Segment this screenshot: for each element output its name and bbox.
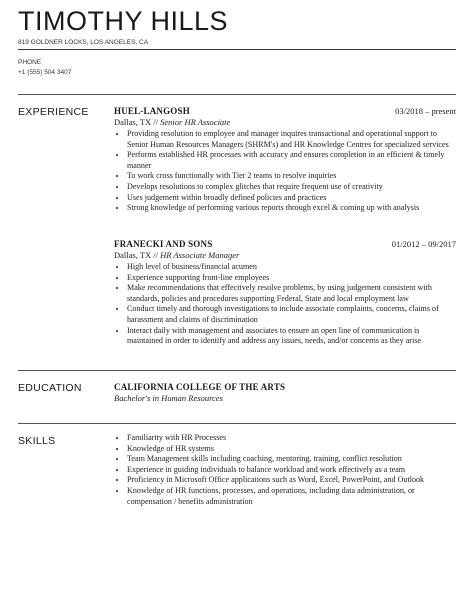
education-entry: [114, 382, 456, 403]
job-entry: [114, 239, 456, 347]
skills-entry: [114, 433, 456, 507]
section-divider-education: [18, 370, 456, 371]
list-item: • Uses judgement within broadly defined policies and practices: [127, 193, 456, 204]
candidate-name: TIMOTHY HILLS: [18, 6, 229, 36]
job-location: Dallas, TX //: [114, 250, 158, 260]
job-entry: [114, 106, 456, 214]
list-item: • To work cross functionally with Tier 2 teams to resolve inquiries: [127, 171, 456, 182]
job-company: FRANECKI AND SONS: [114, 239, 213, 249]
section-divider-skills: [18, 423, 456, 424]
section-title-skills: SKILLS: [18, 435, 56, 447]
job-bullets: [114, 129, 456, 214]
school-name: CALIFORNIA COLLEGE OF THE ARTS: [114, 382, 286, 392]
job-dates: 01/2012 – 09/2017: [391, 239, 456, 249]
job-company: HUEL-LANGOSH: [114, 106, 190, 116]
list-item: • Providing resolution to employee and manager inquires transactional and operational support to Senior Human Resources Managers (SHRM's) and HR Knowledge Centres for specialized services: [127, 129, 456, 150]
skills-list: [114, 433, 456, 507]
phone-label: PHONE: [18, 59, 42, 66]
job-bullets: [114, 262, 456, 347]
section-divider-experience: [18, 94, 456, 95]
section-title-education: EDUCATION: [18, 382, 82, 394]
list-item: • Familiarity with HR Processes: [127, 433, 456, 444]
list-item: • Develops resolutions to complex glitches that require frequent use of creativity: [127, 182, 456, 193]
phone-number: +1 (555) 504 3407: [18, 69, 72, 76]
list-item: • Proficiency in Microsoft Office applications such as Word, Excel, PowerPoint, and Outlook: [127, 475, 456, 486]
list-item: • Interact daily with management and associates to ensure an open line of communication is maintained in order to identify and address any issues, needs, and/or concerns as they arise: [127, 326, 456, 347]
job-role: Senior HR Associate: [160, 117, 231, 127]
list-item: • Experience supporting front-line employees: [127, 273, 456, 284]
list-item: • Performs established HR processes with accuracy and ensures completion in an efficient & timely manner: [127, 150, 456, 171]
job-meta: [114, 250, 456, 260]
job-location: Dallas, TX //: [114, 117, 158, 127]
list-item: • Team Management skills including coaching, mentoring, training, conflict resolution: [127, 454, 456, 465]
list-item: • High level of business/financial acumen: [127, 262, 456, 273]
job-dates: 03/2018 – present: [395, 106, 456, 116]
header-divider: [18, 49, 456, 50]
list-item: • Strong knowledge of performing various reports through excel & coming up with analysis: [127, 203, 456, 214]
list-item: • Experience in guiding individuals to balance workload and work effectively as a team: [127, 465, 456, 476]
job-meta: [114, 117, 456, 127]
list-item: • Conduct timely and thorough investigations to include associate complaints, concerns, claims of harassment and claims of discrimination: [127, 304, 456, 325]
job-role: HR Associate Manager: [160, 250, 240, 260]
list-item: • Make recommendations that effectively resolve problems, by using judgement consistent with standards, policies and procedures supporting Federal, State and local employment law: [127, 283, 456, 304]
degree: Bachelor's in Human Resources: [114, 393, 223, 403]
section-title-experience: EXPERIENCE: [18, 106, 89, 118]
list-item: • Knowledge of HR functions, processes, and operations, including data administration, or compensation / benefits administration: [127, 486, 456, 507]
list-item: • Knowledge of HR systems: [127, 444, 456, 455]
address: 819 GOLDNER LOCKS, LOS ANGELES, CA: [18, 39, 149, 46]
